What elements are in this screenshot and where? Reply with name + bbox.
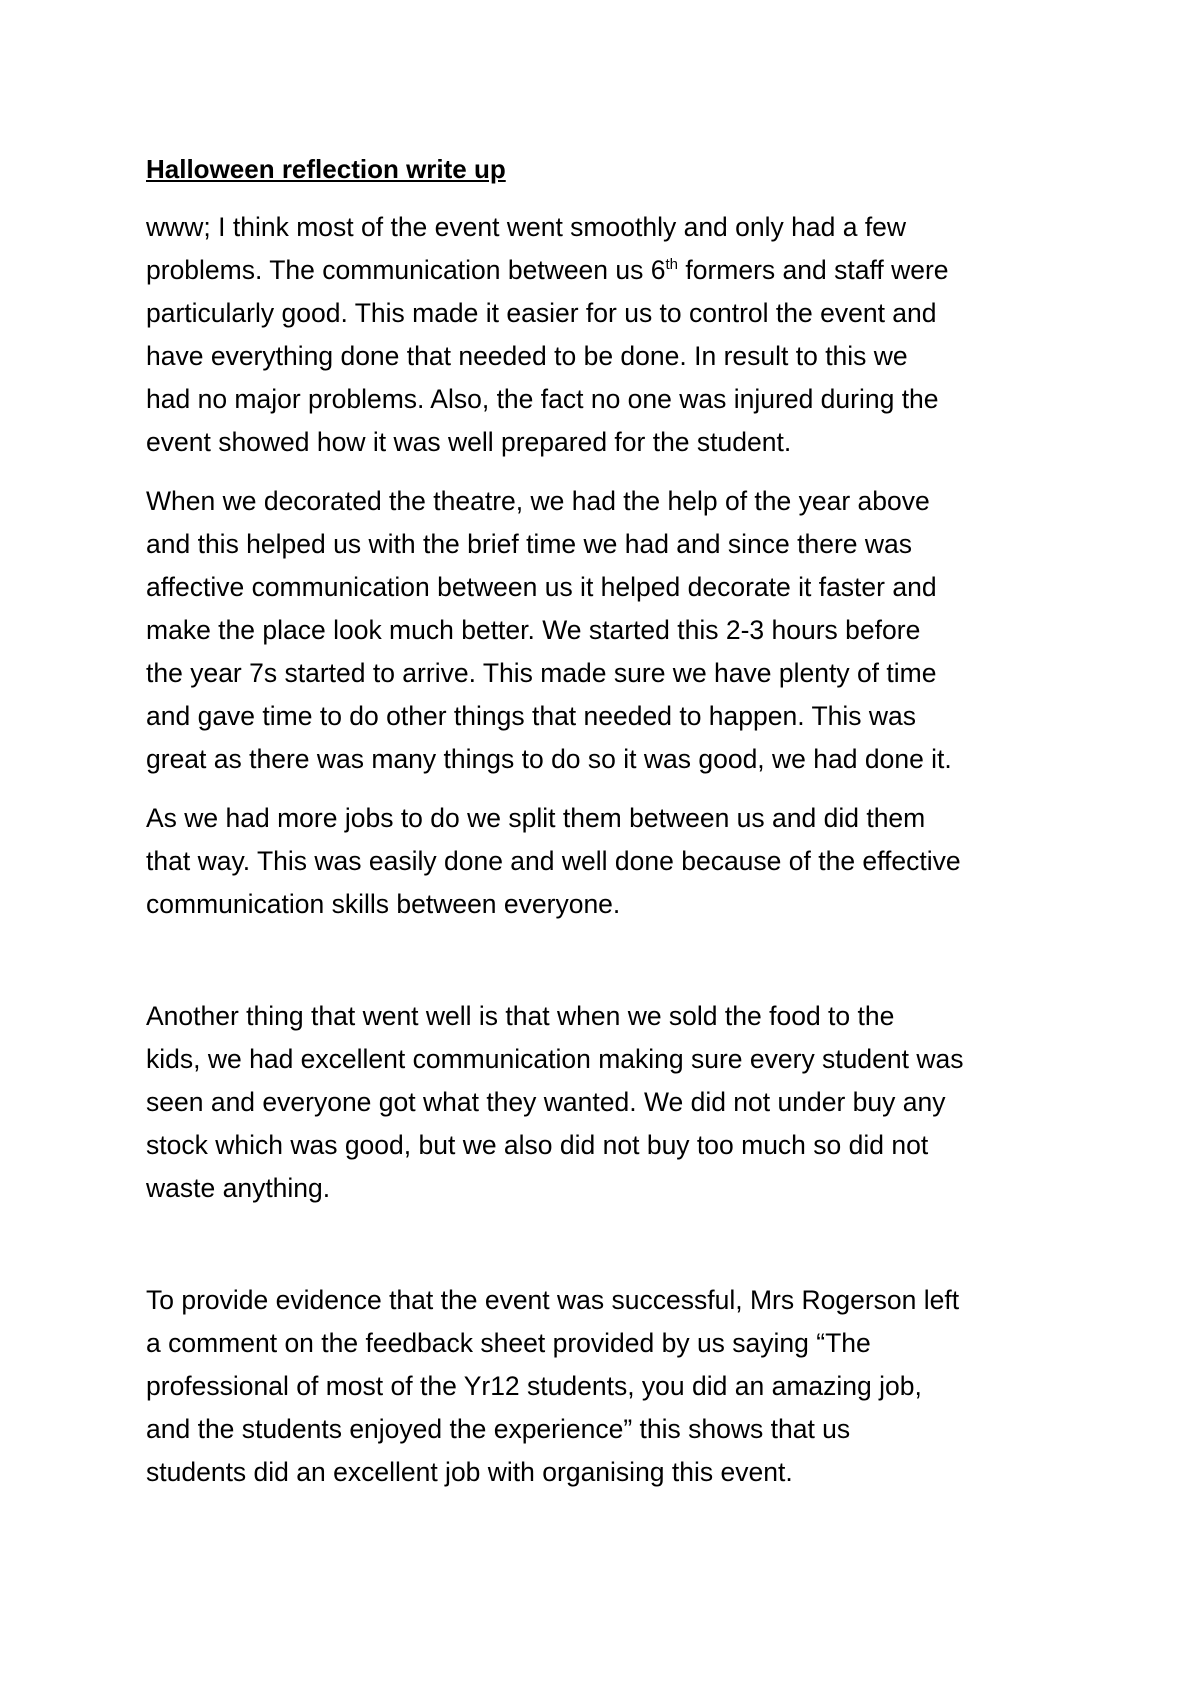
text-line: affective communication between us it helped decorate it faster and <box>146 572 937 602</box>
text-line: kids, we had excellent communication making sure every student was <box>146 1044 964 1074</box>
text-line: www; I think most of the event went smoothly and only had a few <box>146 212 907 242</box>
text-line: and the students enjoyed the experience” this shows that us <box>146 1414 851 1444</box>
text-line: professional of most of the Yr12 students, you did an amazing job, <box>146 1371 922 1401</box>
text-line: had no major problems. Also, the fact no one was injured during the <box>146 384 939 414</box>
text-line: students did an excellent job with organising this event. <box>146 1457 793 1487</box>
text-line: that way. This was easily done and well done because of the effective <box>146 846 961 876</box>
text-line: To provide evidence that the event was successful, Mrs Rogerson left <box>146 1285 960 1315</box>
text-line: communication skills between everyone. <box>146 889 621 919</box>
text-line: a comment on the feedback sheet provided by us saying “The <box>146 1328 871 1358</box>
text-line <box>146 249 1086 292</box>
document-content <box>146 150 1086 1494</box>
text-line: have everything done that needed to be done. In result to this we <box>146 341 908 371</box>
paragraph-food <box>146 995 1086 1210</box>
superscript-ordinal: th <box>665 256 678 274</box>
text-line: stock which was good, but we also did not buy too much so did not <box>146 1130 929 1160</box>
text-line: and this helped us with the brief time we had and since there was <box>146 529 913 559</box>
paragraph-evidence <box>146 1279 1086 1494</box>
text-line: particularly good. This made it easier for us to control the event and <box>146 298 937 328</box>
text-line: the year 7s started to arrive. This made sure we have plenty of time <box>146 658 937 688</box>
text-line: waste anything. <box>146 1173 331 1203</box>
text-line: and gave time to do other things that needed to happen. This was <box>146 701 917 731</box>
paragraph-what-went-well <box>146 206 1086 464</box>
document-title: Halloween reflection write up <box>146 154 506 184</box>
text-line: As we had more jobs to do we split them between us and did them <box>146 803 926 833</box>
text-fragment: problems. The communication between us 6 <box>146 255 666 285</box>
text-line: seen and everyone got what they wanted. We did not under buy any <box>146 1087 946 1117</box>
text-line: Another thing that went well is that when we sold the food to the <box>146 1001 895 1031</box>
text-line: make the place look much better. We started this 2-3 hours before <box>146 615 921 645</box>
text-line: great as there was many things to do so it was good, we had done it. <box>146 744 952 774</box>
text-line: event showed how it was well prepared for the student. <box>146 427 792 457</box>
paragraph-decorating <box>146 480 1086 781</box>
text-fragment: formers and staff were <box>678 255 949 285</box>
text-line: When we decorated the theatre, we had the help of the year above <box>146 486 930 516</box>
paragraph-jobs <box>146 797 1086 926</box>
